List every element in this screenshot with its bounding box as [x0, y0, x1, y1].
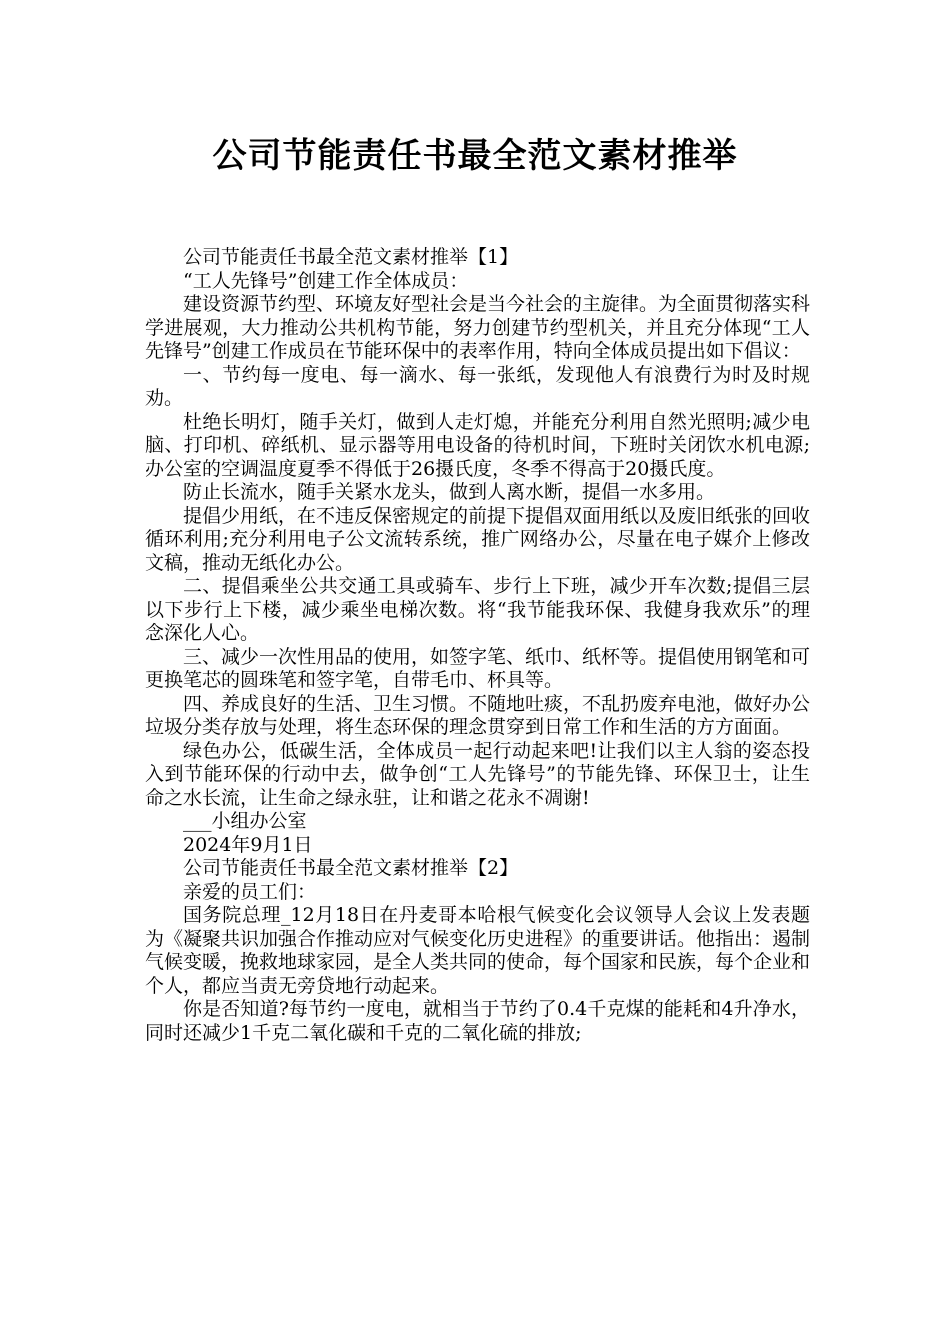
paragraph: 一、节约每一度电、每一滴水、每一张纸，发现他人有浪费行为时及时规劝。	[145, 363, 810, 409]
document-title: 公司节能责任书最全范文素材推举	[212, 136, 738, 176]
section-heading: 公司节能责任书最全范文素材推举【1】	[183, 246, 519, 268]
salutation: 亲爱的员工们：	[183, 880, 317, 903]
date: 2024年9月1日	[183, 833, 313, 856]
paragraph: 杜绝长明灯，随手关灯，做到人走灯熄，并能充分利用自然光照明;减少电脑、打印机、碎纸机、显示器等用电设备的待机时间，下班时关闭饮水机电源;办公室的空调温度夏季不得低于26摄氏度，冬季不得高于20摄氏度。	[145, 410, 810, 480]
section-heading: 公司节能责任书最全范文素材推举【2】	[183, 857, 519, 879]
paragraph: 国务院总理_12月18日在丹麦哥本哈根气候变化会议领导人会议上发表题为《凝聚共识加强合作推动应对气候变化历史进程》的重要讲话。他指出：遏制气候变暖，挽救地球家园，是全人类共同的使命，每个国家和民族，每个企业和个人，都应当责无旁贷地行动起来。	[145, 904, 811, 997]
paragraph: 防止长流水，随手关紧水龙头，做到人离水断，提倡一水多用。	[183, 481, 716, 503]
paragraph: 四、养成良好的生活、卫生习惯。不随地吐痰，不乱扔废弃电池，做好办公垃圾分类存放与处理，将生态环保的理念贯穿到日常工作和生活的方方面面。	[145, 692, 811, 738]
paragraph: 提倡少用纸，在不违反保密规定的前提下提倡双面用纸以及废旧纸张的回收循环利用;充分利用电子公文流转系统，推广网络办公，尽量在电子媒介上修改文稿，推动无纸化办公。	[145, 504, 811, 574]
signature: ___小组办公室	[183, 810, 307, 832]
paragraph: 你是否知道?每节约一度电，就相当于节约了0.4千克煤的能耗和4升净水，同时还减少1千克二氧化碳和千克的二氧化硫的排放;	[145, 998, 810, 1044]
paragraph: 绿色办公，低碳生活，全体成员一起行动起来吧!让我们以主人翁的姿态投入到节能环保的行动中去，做争创“工人先锋号”的节能先锋、环保卫士，让生命之水长流，让生命之绿永驻，让和谐之花永不凋谢!	[145, 739, 810, 809]
document-body	[145, 246, 810, 1045]
paragraph: 三、减少一次性用品的使用，如签字笔、纸巾、纸杯等。提倡使用钢笔和可更换笔芯的圆珠笔和签字笔，自带毛巾、杯具等。	[145, 645, 811, 691]
paragraph: 建设资源节约型、环境友好型社会是当今社会的主旋律。为全面贯彻落实科学进展观，大力推动公共机构节能，努力创建节约型机关，并且充分体现“工人先锋号”创建工作成员在节能环保中的表率作用，特向全体成员提出如下倡议：	[145, 293, 811, 362]
paragraph: 二、提倡乘坐公共交通工具或骑车、步行上下班，减少开车次数;提倡三层以下步行上下楼，减少乘坐电梯次数。将“我节能我环保、我健身我欢乐”的理念深化人心。	[145, 575, 810, 644]
salutation: “工人先锋号”创建工作全体成员：	[183, 269, 469, 292]
